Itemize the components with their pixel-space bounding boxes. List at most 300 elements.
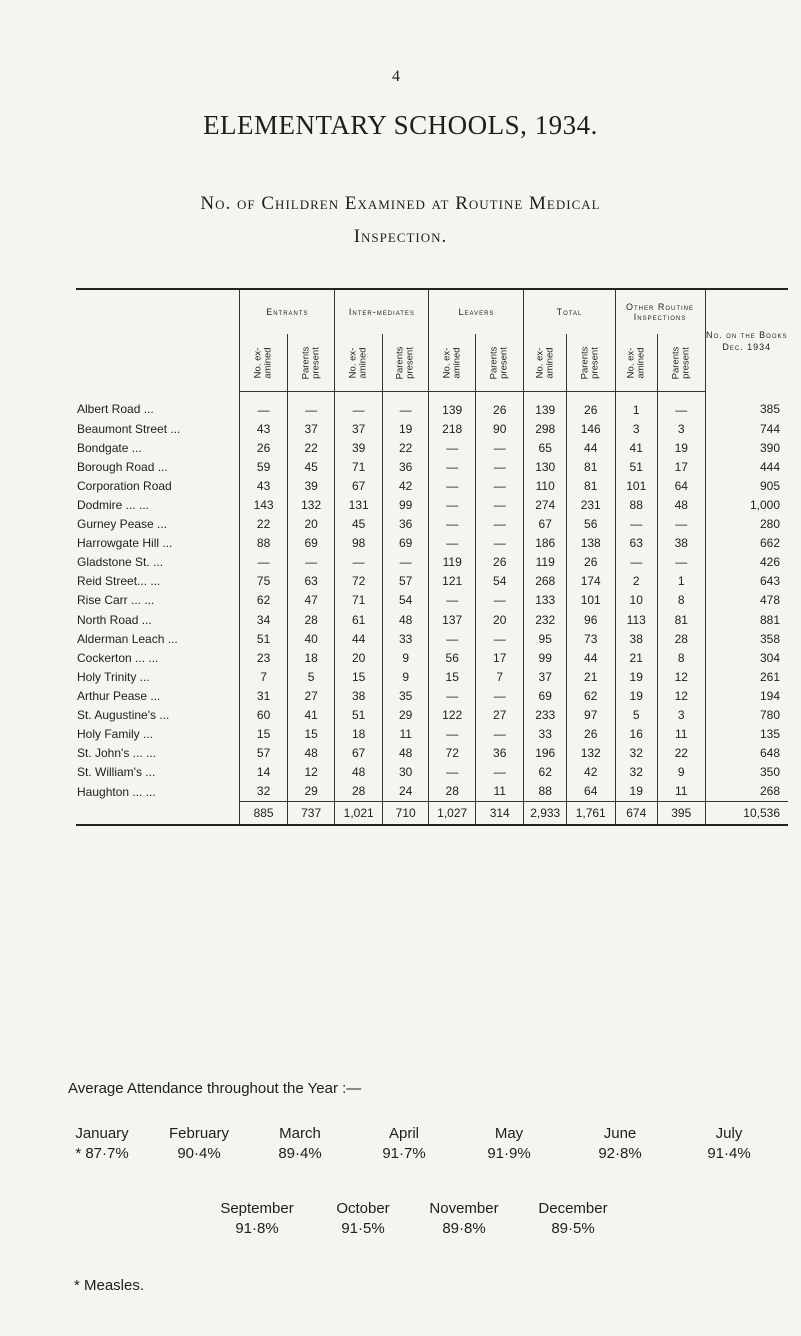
- table-cell: 426: [705, 553, 788, 572]
- table-cell: —: [287, 553, 335, 572]
- table-cell: —: [475, 495, 524, 514]
- table-cell: —: [475, 457, 524, 476]
- table-cell: 21: [615, 648, 657, 667]
- table-cell: 18: [287, 648, 335, 667]
- table-cell: 43: [240, 476, 288, 495]
- table-cell: 9: [382, 648, 429, 667]
- table-row: [76, 495, 788, 514]
- table-cell: 62: [566, 686, 615, 705]
- parents-header: Parents present: [287, 334, 335, 392]
- group-header-intermediates: Inter-mediates: [335, 289, 429, 334]
- table-cell: 22: [287, 438, 335, 457]
- table-cell: 39: [335, 438, 383, 457]
- table-cell: —: [475, 515, 524, 534]
- table-row: [76, 648, 788, 667]
- table-cell: 37: [335, 419, 383, 438]
- table-cell: 20: [287, 515, 335, 534]
- table-cell: 186: [524, 534, 566, 553]
- table-cell: 33: [382, 629, 429, 648]
- total-cell: 10,536: [705, 801, 788, 825]
- table-cell: 218: [429, 419, 476, 438]
- table-row: [76, 629, 788, 648]
- table-cell: 47: [287, 591, 335, 610]
- table-row: [76, 744, 788, 763]
- table-cell: 30: [382, 763, 429, 782]
- group-header-leavers: Leavers: [429, 289, 524, 334]
- table-cell: 22: [657, 744, 705, 763]
- table-cell: 90: [475, 419, 524, 438]
- table-cell: 9: [657, 763, 705, 782]
- table-cell: —: [475, 534, 524, 553]
- school-name: St. William's ...: [77, 765, 156, 780]
- table-row: [76, 392, 788, 420]
- table-cell: —: [429, 629, 476, 648]
- examined-header: No. ex- amined: [429, 334, 476, 392]
- table-cell: 33: [524, 725, 566, 744]
- table-cell: 905: [705, 476, 788, 495]
- parents-header: Parents present: [475, 334, 524, 392]
- school-name: St. John's ... ...: [77, 746, 156, 761]
- table-cell: 69: [287, 534, 335, 553]
- table-cell: 20: [335, 648, 383, 667]
- table-cell: 71: [335, 591, 383, 610]
- table-cell: 174: [566, 572, 615, 591]
- table-cell: 121: [429, 572, 476, 591]
- table-cell: 42: [382, 476, 429, 495]
- month-july: July 91·4%: [707, 1125, 751, 1162]
- table-cell: 143: [240, 495, 288, 514]
- table-cell: 231: [566, 495, 615, 514]
- table-cell: 130: [524, 457, 566, 476]
- table-cell: 26: [566, 392, 615, 420]
- table-row: [76, 515, 788, 534]
- group-header-entrants: Entrants: [240, 289, 335, 334]
- table-cell: 28: [657, 629, 705, 648]
- table-cell: 51: [240, 629, 288, 648]
- table-cell: 22: [382, 438, 429, 457]
- table-cell: —: [240, 553, 288, 572]
- month-april: April 91·7%: [382, 1125, 426, 1162]
- group-header-other-routine: Other Routine Inspections: [615, 289, 705, 334]
- table-cell: 196: [524, 744, 566, 763]
- table-cell: 48: [382, 610, 429, 629]
- table-cell: 101: [566, 591, 615, 610]
- table-cell: 662: [705, 534, 788, 553]
- table-cell: —: [429, 591, 476, 610]
- table-row: [76, 763, 788, 782]
- table-cell: 3: [615, 419, 657, 438]
- table-cell: 139: [429, 392, 476, 420]
- school-name: Corporation Road: [77, 478, 172, 493]
- table-cell: 146: [566, 419, 615, 438]
- table-cell: 99: [382, 495, 429, 514]
- table-cell: 67: [335, 476, 383, 495]
- table-cell: 19: [657, 438, 705, 457]
- table-cell: 61: [335, 610, 383, 629]
- month-december: December 89·5%: [538, 1200, 608, 1237]
- school-name: Beaumont Street ...: [77, 421, 181, 436]
- table-cell: —: [429, 495, 476, 514]
- totals-label-cell: [76, 801, 240, 825]
- table-cell: 119: [524, 553, 566, 572]
- table-cell: 36: [382, 457, 429, 476]
- table-cell: 648: [705, 744, 788, 763]
- table-cell: 88: [615, 495, 657, 514]
- parents-header: Parents present: [382, 334, 429, 392]
- table-cell: —: [429, 763, 476, 782]
- table-cell: 75: [240, 572, 288, 591]
- table-cell: 60: [240, 706, 288, 725]
- table-cell: 27: [287, 686, 335, 705]
- table-cell: 28: [287, 610, 335, 629]
- table-cell: 9: [382, 667, 429, 686]
- school-name: Arthur Pease ...: [77, 688, 161, 703]
- table-cell: —: [287, 392, 335, 420]
- table-cell: 19: [382, 419, 429, 438]
- table-cell: 643: [705, 572, 788, 591]
- table-cell: 19: [615, 782, 657, 802]
- table-row: [76, 553, 788, 572]
- table-cell: 62: [240, 591, 288, 610]
- table-cell: 26: [566, 553, 615, 572]
- table-cell: 88: [240, 534, 288, 553]
- table-cell: —: [657, 553, 705, 572]
- table-cell: 132: [287, 495, 335, 514]
- table-cell: 135: [705, 725, 788, 744]
- table-cell: 62: [524, 763, 566, 782]
- table-cell: 32: [240, 782, 288, 802]
- table-cell: 11: [382, 725, 429, 744]
- table-cell: 7: [475, 667, 524, 686]
- table-cell: 131: [335, 495, 383, 514]
- table-cell: 44: [566, 438, 615, 457]
- table-cell: 133: [524, 591, 566, 610]
- page-title: ELEMENTARY SCHOOLS, 1934.: [203, 110, 598, 140]
- school-name: Holy Family ...: [77, 727, 154, 742]
- table-cell: 268: [705, 782, 788, 802]
- table-row: [76, 686, 788, 705]
- table-cell: 29: [287, 782, 335, 802]
- table-cell: —: [429, 534, 476, 553]
- table-cell: 5: [615, 706, 657, 725]
- table-cell: 298: [524, 419, 566, 438]
- table-cell: —: [475, 476, 524, 495]
- table-cell: 57: [240, 744, 288, 763]
- table-cell: 45: [335, 515, 383, 534]
- table-cell: 32: [615, 763, 657, 782]
- table-subtitle-line2: Inspection.: [353, 226, 448, 247]
- table-cell: 81: [566, 476, 615, 495]
- table-cell: 26: [475, 392, 524, 420]
- table-cell: 63: [287, 572, 335, 591]
- table-cell: 38: [335, 686, 383, 705]
- table-cell: 95: [524, 629, 566, 648]
- table-cell: —: [429, 457, 476, 476]
- books-header: No. on the Books Dec. 1934: [705, 289, 788, 392]
- school-name: Bondgate ...: [77, 440, 142, 455]
- table-cell: 18: [335, 725, 383, 744]
- table-cell: 35: [382, 686, 429, 705]
- table-row: [76, 706, 788, 725]
- month-march: March 89·4%: [278, 1125, 322, 1162]
- table-row: [76, 610, 788, 629]
- total-cell: 737: [287, 801, 335, 825]
- table-cell: 137: [429, 610, 476, 629]
- table-cell: 51: [615, 457, 657, 476]
- school-name: Haughton ... ...: [77, 784, 156, 799]
- school-name: Albert Road ...: [77, 402, 154, 417]
- table-cell: 1: [615, 392, 657, 420]
- table-cell: 26: [475, 553, 524, 572]
- examined-header: No. ex- amined: [615, 334, 657, 392]
- table-cell: —: [475, 438, 524, 457]
- table-row: [76, 457, 788, 476]
- table-cell: 12: [657, 667, 705, 686]
- table-cell: 41: [615, 438, 657, 457]
- table-cell: 11: [475, 782, 524, 802]
- table-cell: 233: [524, 706, 566, 725]
- school-name: Borough Road ...: [77, 459, 168, 474]
- table-cell: 37: [524, 667, 566, 686]
- month-june: June 92·8%: [598, 1125, 642, 1162]
- table-cell: 110: [524, 476, 566, 495]
- table-cell: —: [475, 725, 524, 744]
- table-cell: 12: [287, 763, 335, 782]
- table-cell: 81: [657, 610, 705, 629]
- footnote: * Measles.: [74, 1277, 145, 1294]
- table-cell: 390: [705, 438, 788, 457]
- table-cell: 97: [566, 706, 615, 725]
- table-body: [76, 392, 788, 802]
- table-cell: 63: [615, 534, 657, 553]
- table-cell: 41: [287, 706, 335, 725]
- table-subtitle-line1: No. of Children Examined at Routine Medical: [200, 193, 601, 214]
- table-cell: 26: [240, 438, 288, 457]
- table-cell: 113: [615, 610, 657, 629]
- table-cell: —: [335, 392, 383, 420]
- table-cell: 350: [705, 763, 788, 782]
- table-cell: 15: [335, 667, 383, 686]
- month-october: October 91·5%: [336, 1200, 390, 1237]
- table-cell: 780: [705, 706, 788, 725]
- table-cell: —: [382, 392, 429, 420]
- table-cell: 56: [429, 648, 476, 667]
- total-cell: 1,021: [335, 801, 383, 825]
- table-cell: 72: [429, 744, 476, 763]
- table-cell: —: [475, 763, 524, 782]
- table-cell: 43: [240, 419, 288, 438]
- table-cell: 2: [615, 572, 657, 591]
- table-cell: —: [475, 629, 524, 648]
- table-cell: —: [657, 515, 705, 534]
- table-cell: 15: [429, 667, 476, 686]
- total-cell: 674: [615, 801, 657, 825]
- table-cell: 38: [657, 534, 705, 553]
- school-name: Alderman Leach ...: [77, 631, 178, 646]
- table-cell: 139: [524, 392, 566, 420]
- table-cell: 881: [705, 610, 788, 629]
- table-cell: 280: [705, 515, 788, 534]
- table-cell: —: [475, 686, 524, 705]
- examined-header: No. ex- amined: [335, 334, 383, 392]
- parents-header: Parents present: [566, 334, 615, 392]
- table-cell: 40: [287, 629, 335, 648]
- table-cell: 73: [566, 629, 615, 648]
- examined-header: No. ex- amined: [524, 334, 566, 392]
- table-cell: 81: [566, 457, 615, 476]
- table-cell: 71: [335, 457, 383, 476]
- table-cell: 7: [240, 667, 288, 686]
- table-cell: 59: [240, 457, 288, 476]
- table-cell: 45: [287, 457, 335, 476]
- table-cell: 64: [566, 782, 615, 802]
- school-name: Reid Street... ...: [77, 574, 161, 589]
- table-cell: 17: [475, 648, 524, 667]
- table-cell: 304: [705, 648, 788, 667]
- table-cell: 65: [524, 438, 566, 457]
- table-cell: 56: [566, 515, 615, 534]
- table-row: [76, 725, 788, 744]
- table-cell: 27: [475, 706, 524, 725]
- table-cell: —: [429, 686, 476, 705]
- table-cell: 744: [705, 419, 788, 438]
- table-cell: 274: [524, 495, 566, 514]
- table-cell: 26: [566, 725, 615, 744]
- table-cell: —: [657, 392, 705, 420]
- table-cell: 48: [657, 495, 705, 514]
- table-cell: 12: [657, 686, 705, 705]
- table-cell: 88: [524, 782, 566, 802]
- table-cell: 24: [382, 782, 429, 802]
- month-february: February 90·4%: [168, 1125, 230, 1162]
- school-name: Gurney Pease ...: [77, 517, 168, 532]
- school-column-header: [76, 289, 240, 392]
- table-cell: 358: [705, 629, 788, 648]
- table-cell: 38: [615, 629, 657, 648]
- table-cell: 15: [287, 725, 335, 744]
- school-name: Gladstone St. ...: [77, 555, 164, 570]
- table-cell: 54: [382, 591, 429, 610]
- table-cell: 122: [429, 706, 476, 725]
- table-cell: 32: [615, 744, 657, 763]
- table-cell: 261: [705, 667, 788, 686]
- table-row: [76, 782, 788, 802]
- table-cell: 3: [657, 419, 705, 438]
- school-name: Cockerton ... ...: [77, 650, 159, 665]
- table-cell: 54: [475, 572, 524, 591]
- table-row: [76, 419, 788, 438]
- table-cell: 21: [566, 667, 615, 686]
- table-cell: 37: [287, 419, 335, 438]
- total-cell: 1,027: [429, 801, 476, 825]
- table-cell: 14: [240, 763, 288, 782]
- table-cell: —: [382, 553, 429, 572]
- page-number: 4: [392, 68, 400, 85]
- table-row: [76, 591, 788, 610]
- table-cell: 8: [657, 648, 705, 667]
- table-cell: 194: [705, 686, 788, 705]
- school-name: Dodmire ... ...: [77, 498, 150, 513]
- table-cell: 5: [287, 667, 335, 686]
- table-cell: 72: [335, 572, 383, 591]
- table-cell: —: [429, 725, 476, 744]
- attendance-heading: Average Attendance throughout the Year :—: [68, 1080, 362, 1097]
- table-cell: 15: [240, 725, 288, 744]
- table-row: [76, 438, 788, 457]
- month-may: May 91·9%: [487, 1125, 531, 1162]
- table-cell: 48: [287, 744, 335, 763]
- month-january: January * 87·7%: [75, 1125, 129, 1162]
- table-row: [76, 667, 788, 686]
- school-name: Harrowgate Hill ...: [77, 536, 173, 551]
- school-name: Rise Carr ... ...: [77, 593, 155, 608]
- table-cell: 232: [524, 610, 566, 629]
- table-cell: 28: [429, 782, 476, 802]
- table-cell: 11: [657, 725, 705, 744]
- month-november: November 89·8%: [429, 1200, 499, 1237]
- table-cell: —: [335, 553, 383, 572]
- table-cell: 28: [335, 782, 383, 802]
- table-cell: 39: [287, 476, 335, 495]
- total-cell: 710: [382, 801, 429, 825]
- table-cell: 48: [382, 744, 429, 763]
- table-cell: 99: [524, 648, 566, 667]
- table-cell: 67: [335, 744, 383, 763]
- table-row: [76, 572, 788, 591]
- table-cell: —: [615, 553, 657, 572]
- total-cell: 395: [657, 801, 705, 825]
- table-cell: 268: [524, 572, 566, 591]
- total-cell: 2,933: [524, 801, 566, 825]
- table-cell: 478: [705, 591, 788, 610]
- table-cell: —: [475, 591, 524, 610]
- table-cell: —: [429, 476, 476, 495]
- table-cell: 3: [657, 706, 705, 725]
- month-september: September 91·8%: [220, 1200, 294, 1237]
- table-cell: —: [615, 515, 657, 534]
- table-cell: 10: [615, 591, 657, 610]
- table-cell: 119: [429, 553, 476, 572]
- table-cell: 44: [335, 629, 383, 648]
- parents-header: Parents present: [657, 334, 705, 392]
- school-name: North Road ...: [77, 612, 152, 627]
- table-cell: 57: [382, 572, 429, 591]
- table-cell: —: [429, 515, 476, 534]
- table-cell: 98: [335, 534, 383, 553]
- table-cell: 16: [615, 725, 657, 744]
- table-row: [76, 534, 788, 553]
- table-cell: 48: [335, 763, 383, 782]
- table-cell: 138: [566, 534, 615, 553]
- table-cell: 11: [657, 782, 705, 802]
- school-name: Holy Trinity ...: [77, 669, 150, 684]
- table-cell: 20: [475, 610, 524, 629]
- table-cell: 34: [240, 610, 288, 629]
- table-cell: 8: [657, 591, 705, 610]
- table-cell: —: [429, 438, 476, 457]
- table-cell: 101: [615, 476, 657, 495]
- table-cell: 17: [657, 457, 705, 476]
- table-cell: 96: [566, 610, 615, 629]
- table-cell: 385: [705, 392, 788, 420]
- table-cell: 23: [240, 648, 288, 667]
- table-cell: 1: [657, 572, 705, 591]
- school-name: St. Augustine's ...: [77, 708, 170, 723]
- table-cell: 132: [566, 744, 615, 763]
- table-cell: —: [240, 392, 288, 420]
- table-cell: 69: [524, 686, 566, 705]
- totals-row: [76, 801, 788, 825]
